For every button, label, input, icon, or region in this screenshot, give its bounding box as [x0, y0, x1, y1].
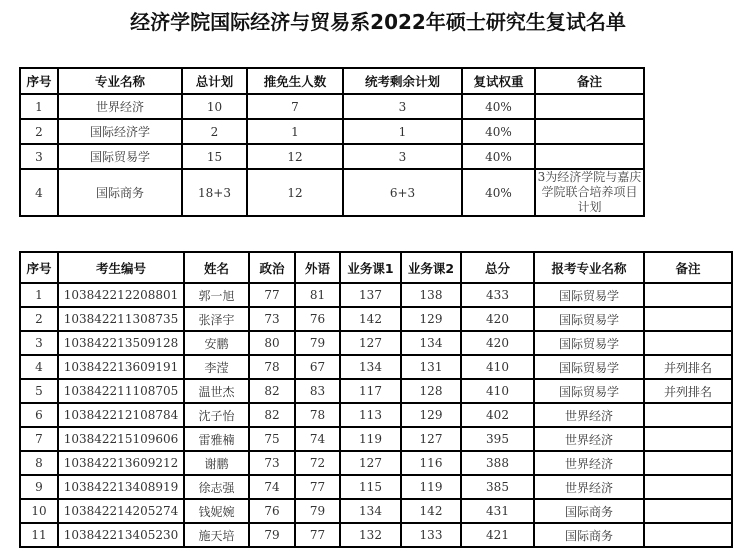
- cell-politics: 74: [249, 475, 295, 499]
- table-header-row: [20, 68, 644, 94]
- cell-no: 10: [20, 499, 58, 523]
- cell-name: 徐志强: [184, 475, 249, 499]
- cell-politics: 79: [249, 523, 295, 547]
- cell-no: 11: [20, 523, 58, 547]
- cell-course2: 134: [401, 331, 461, 355]
- cell-course2: 142: [401, 499, 461, 523]
- cell-course1: 115: [340, 475, 401, 499]
- header-course1: 业务课1: [340, 252, 401, 283]
- cell-politics: 77: [249, 283, 295, 307]
- cell-foreign-language: 79: [295, 331, 340, 355]
- cell-weight: 40%: [462, 119, 535, 144]
- cell-total-score: 410: [461, 355, 534, 379]
- cell-politics: 76: [249, 499, 295, 523]
- cell-candidate-id: 103842213405230: [58, 523, 184, 547]
- cell-name: 李滢: [184, 355, 249, 379]
- cell-candidate-id: 103842211308735: [58, 307, 184, 331]
- cell-course1: 134: [340, 355, 401, 379]
- cell-course2: 119: [401, 475, 461, 499]
- cell-name: 施天培: [184, 523, 249, 547]
- cell-applied-major: 世界经济: [534, 427, 644, 451]
- cell-candidate-id: 103842213408919: [58, 475, 184, 499]
- cell-candidate-id: 103842213509128: [58, 331, 184, 355]
- cell-course1: 142: [340, 307, 401, 331]
- cell-applied-major: 国际贸易学: [534, 283, 644, 307]
- candidate-list-table: [19, 251, 733, 548]
- cell-applied-major: 国际贸易学: [534, 307, 644, 331]
- cell-foreign-language: 78: [295, 403, 340, 427]
- cell-politics: 78: [249, 355, 295, 379]
- header-foreign-language: 外语: [295, 252, 340, 283]
- cell-no: 5: [20, 379, 58, 403]
- cell-exempt: 12: [247, 144, 343, 169]
- cell-candidate-id: 103842213609212: [58, 451, 184, 475]
- cell-weight: 40%: [462, 144, 535, 169]
- page-title: 经济学院国际经济与贸易系2022年硕士研究生复试名单: [130, 10, 626, 34]
- cell-course2: 127: [401, 427, 461, 451]
- cell-weight: 40%: [462, 94, 535, 119]
- header-total-plan: 总计划: [182, 68, 247, 94]
- cell-major: 国际经济学: [58, 119, 182, 144]
- cell-total-score: 402: [461, 403, 534, 427]
- cell-total-score: 420: [461, 307, 534, 331]
- cell-no: 2: [20, 307, 58, 331]
- cell-foreign-language: 76: [295, 307, 340, 331]
- cell-note: 并列排名: [644, 379, 732, 403]
- header-major: 专业名称: [58, 68, 182, 94]
- cell-no: 9: [20, 475, 58, 499]
- table-row: [20, 523, 732, 547]
- cell-candidate-id: 103842212108784: [58, 403, 184, 427]
- cell-course1: 127: [340, 331, 401, 355]
- cell-candidate-id: 103842211108705: [58, 379, 184, 403]
- cell-no: 4: [20, 355, 58, 379]
- cell-politics: 73: [249, 307, 295, 331]
- cell-foreign-language: 72: [295, 451, 340, 475]
- table-row: [20, 451, 732, 475]
- cell-no: 1: [20, 94, 58, 119]
- cell-applied-major: 国际贸易学: [534, 379, 644, 403]
- header-no: 序号: [20, 252, 58, 283]
- cell-major: 国际贸易学: [58, 144, 182, 169]
- cell-no: 2: [20, 119, 58, 144]
- cell-course1: 117: [340, 379, 401, 403]
- table-row: [20, 283, 732, 307]
- cell-major: 国际商务: [58, 169, 182, 216]
- table-row: [20, 427, 732, 451]
- header-note: 备注: [644, 252, 732, 283]
- cell-politics: 75: [249, 427, 295, 451]
- cell-remaining: 1: [343, 119, 462, 144]
- header-no: 序号: [20, 68, 58, 94]
- cell-name: 张泽宇: [184, 307, 249, 331]
- cell-total: 10: [182, 94, 247, 119]
- header-applied-major: 报考专业名称: [534, 252, 644, 283]
- cell-no: 4: [20, 169, 58, 216]
- header-candidate-id: 考生编号: [58, 252, 184, 283]
- cell-note: [644, 331, 732, 355]
- cell-candidate-id: 103842215109606: [58, 427, 184, 451]
- cell-total-score: 433: [461, 283, 534, 307]
- table-row: [20, 94, 644, 119]
- cell-foreign-language: 79: [295, 499, 340, 523]
- cell-course1: 137: [340, 283, 401, 307]
- cell-candidate-id: 103842213609191: [58, 355, 184, 379]
- cell-politics: 80: [249, 331, 295, 355]
- header-retest-weight: 复试权重: [462, 68, 535, 94]
- cell-course2: 131: [401, 355, 461, 379]
- cell-remaining: 3: [343, 94, 462, 119]
- table-row: [20, 331, 732, 355]
- cell-note: [535, 144, 644, 169]
- cell-course2: 133: [401, 523, 461, 547]
- table-row: [20, 379, 732, 403]
- cell-course2: 128: [401, 379, 461, 403]
- cell-course1: 119: [340, 427, 401, 451]
- cell-total: 2: [182, 119, 247, 144]
- cell-foreign-language: 77: [295, 475, 340, 499]
- cell-exempt: 1: [247, 119, 343, 144]
- cell-course1: 113: [340, 403, 401, 427]
- table-row: [20, 119, 644, 144]
- cell-foreign-language: 67: [295, 355, 340, 379]
- cell-note: [644, 283, 732, 307]
- cell-name: 雷雅楠: [184, 427, 249, 451]
- cell-applied-major: 世界经济: [534, 403, 644, 427]
- table-row: [20, 499, 732, 523]
- cell-note: [644, 499, 732, 523]
- cell-no: 3: [20, 144, 58, 169]
- header-remaining-plan: 统考剩余计划: [343, 68, 462, 94]
- cell-total-score: 421: [461, 523, 534, 547]
- cell-weight: 40%: [462, 169, 535, 216]
- cell-name: 安鹏: [184, 331, 249, 355]
- cell-course1: 132: [340, 523, 401, 547]
- table-row: [20, 403, 732, 427]
- header-exempt-count: 推免生人数: [247, 68, 343, 94]
- cell-exempt: 7: [247, 94, 343, 119]
- cell-name: 谢鹏: [184, 451, 249, 475]
- cell-foreign-language: 77: [295, 523, 340, 547]
- cell-applied-major: 世界经济: [534, 475, 644, 499]
- header-name: 姓名: [184, 252, 249, 283]
- cell-course2: 129: [401, 307, 461, 331]
- cell-note: [535, 94, 644, 119]
- cell-note: [644, 451, 732, 475]
- cell-applied-major: 国际商务: [534, 523, 644, 547]
- header-total-score: 总分: [461, 252, 534, 283]
- cell-note: 并列排名: [644, 355, 732, 379]
- cell-applied-major: 国际商务: [534, 499, 644, 523]
- cell-note: [644, 307, 732, 331]
- cell-no: 8: [20, 451, 58, 475]
- cell-name: 温世杰: [184, 379, 249, 403]
- table-header-row: [20, 252, 732, 283]
- cell-no: 7: [20, 427, 58, 451]
- cell-total: 15: [182, 144, 247, 169]
- cell-foreign-language: 74: [295, 427, 340, 451]
- cell-exempt: 12: [247, 169, 343, 216]
- cell-total: 18+3: [182, 169, 247, 216]
- cell-applied-major: 国际贸易学: [534, 331, 644, 355]
- cell-total-score: 420: [461, 331, 534, 355]
- cell-no: 6: [20, 403, 58, 427]
- cell-total-score: 410: [461, 379, 534, 403]
- cell-note: [644, 427, 732, 451]
- cell-note: [644, 475, 732, 499]
- table-row: [20, 355, 732, 379]
- cell-candidate-id: 103842214205274: [58, 499, 184, 523]
- cell-candidate-id: 103842212208801: [58, 283, 184, 307]
- cell-no: 3: [20, 331, 58, 355]
- cell-politics: 82: [249, 403, 295, 427]
- table-row: [20, 475, 732, 499]
- admission-plan-table: [19, 67, 645, 217]
- cell-course1: 134: [340, 499, 401, 523]
- cell-name: 钱妮婉: [184, 499, 249, 523]
- cell-total-score: 431: [461, 499, 534, 523]
- cell-foreign-language: 83: [295, 379, 340, 403]
- cell-major: 世界经济: [58, 94, 182, 119]
- cell-name: 沈子怡: [184, 403, 249, 427]
- cell-applied-major: 世界经济: [534, 451, 644, 475]
- cell-no: 1: [20, 283, 58, 307]
- header-note: 备注: [535, 68, 644, 94]
- cell-course1: 127: [340, 451, 401, 475]
- cell-course2: 138: [401, 283, 461, 307]
- cell-name: 郭一旭: [184, 283, 249, 307]
- cell-course2: 129: [401, 403, 461, 427]
- cell-applied-major: 国际贸易学: [534, 355, 644, 379]
- cell-total-score: 395: [461, 427, 534, 451]
- cell-note: [535, 119, 644, 144]
- cell-note: 3为经济学院与嘉庆学院联合培养项目计划: [535, 169, 644, 216]
- header-course2: 业务课2: [401, 252, 461, 283]
- table-row: [20, 169, 644, 216]
- table-row: [20, 307, 732, 331]
- header-politics: 政治: [249, 252, 295, 283]
- cell-politics: 73: [249, 451, 295, 475]
- cell-foreign-language: 81: [295, 283, 340, 307]
- cell-remaining: 6+3: [343, 169, 462, 216]
- cell-politics: 82: [249, 379, 295, 403]
- cell-course2: 116: [401, 451, 461, 475]
- cell-total-score: 388: [461, 451, 534, 475]
- cell-total-score: 385: [461, 475, 534, 499]
- cell-note: [644, 523, 732, 547]
- table-row: [20, 144, 644, 169]
- cell-note: [644, 403, 732, 427]
- cell-remaining: 3: [343, 144, 462, 169]
